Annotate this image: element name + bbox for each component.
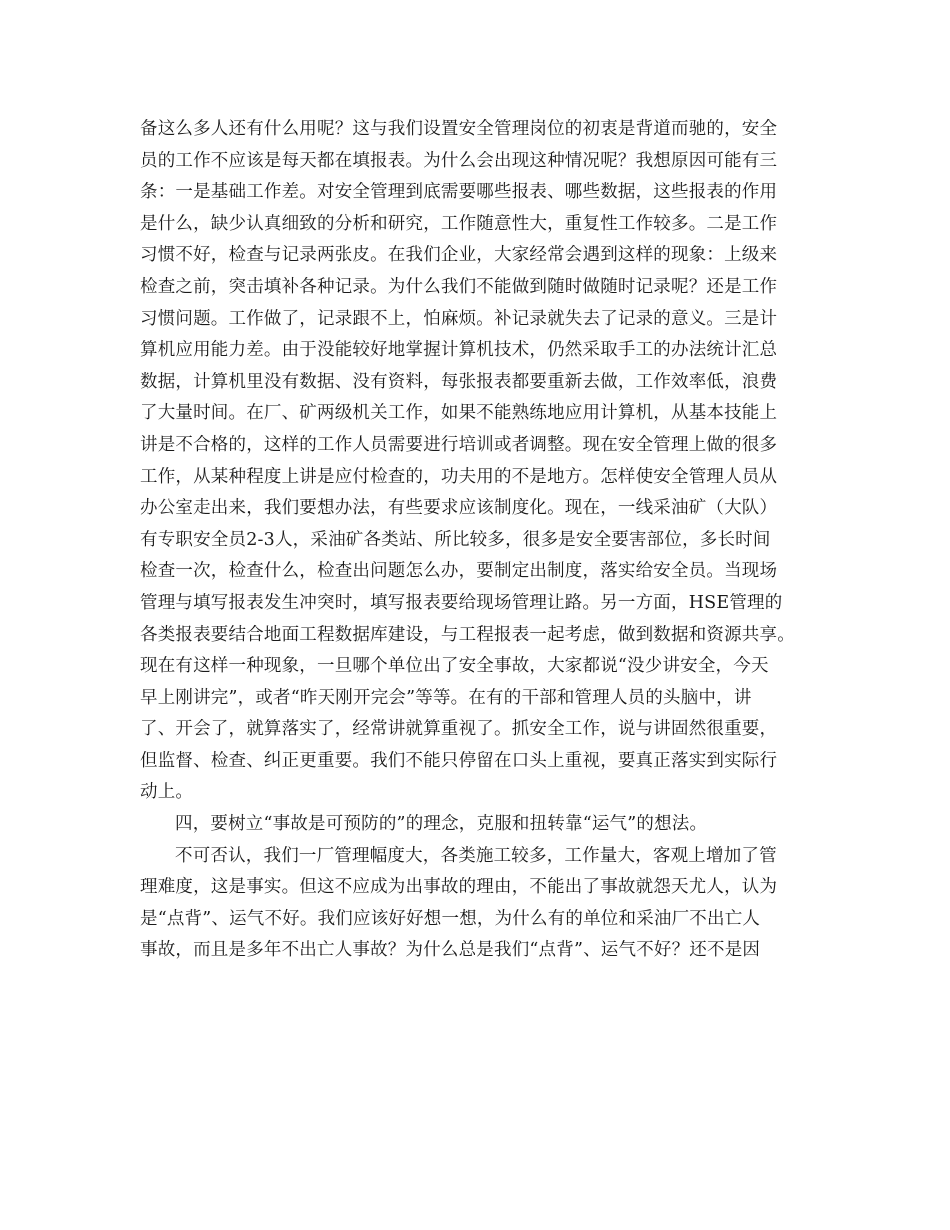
text-line: 了大量时间。在厂、矿两级机关工作，如果不能熟练地应用计算机，从基本技能上	[140, 403, 778, 424]
text-line: 习惯不好，检查与记录两张皮。在我们企业，大家经常会遇到这样的现象：上级来	[140, 245, 778, 266]
text-line: 但监督、检查、纠正更重要。我们不能只停留在口头上重视，要真正落实到实际行	[140, 750, 778, 771]
text-line: 管理与填写报表发生冲突时，填写报表要给现场管理让路。另一方面，HSE管理的	[140, 592, 783, 613]
text-line: 习惯问题。工作做了，记录跟不上，怕麻烦。补记录就失去了记录的意义。三是计	[140, 308, 778, 329]
text-line: 早上刚讲完”，或者“昨天刚开完会”等等。在有的干部和管理人员的头脑中，讲	[140, 687, 752, 708]
text-line: 了、开会了，就算落实了，经常讲就算重视了。抓安全工作，说与讲固然很重要，	[140, 719, 778, 740]
text-line: 理难度，这是事实。但这不应成为出事故的理由，不能出了事故就怨天尤人，认为	[140, 877, 778, 898]
text-line: 数据，计算机里没有数据、没有资料，每张报表都要重新去做，工作效率低，浪费	[140, 371, 778, 392]
text-line: 员的工作不应该是每天都在填报表。为什么会出现这种情况呢？我想原因可能有三	[140, 150, 778, 171]
text-line: 是什么，缺少认真细致的分析和研究，工作随意性大，重复性工作较多。二是工作	[140, 213, 778, 234]
text-line: 事故，而且是多年不出亡人事故？为什么总是我们“点背”、运气不好？还不是因	[140, 940, 761, 961]
text-line: 检查之前，突击填补各种记录。为什么我们不能做到随时做随时记录呢？还是工作	[140, 276, 778, 297]
section-heading: 四，要树立“事故是可预防的”的理念，克服和扭转靠“运气”的想法。	[175, 814, 708, 835]
text-line: 现在有这样一种现象，一旦哪个单位出了安全事故，大家都说“没少讲安全，今天	[140, 656, 769, 677]
text-line: 备这么多人还有什么用呢？这与我们设置安全管理岗位的初衷是背道而驰的，安全	[140, 119, 778, 139]
text-line: 有专职安全员2-3人，采油矿各类站、所比较多，很多是安全要害部位，多长时间	[140, 529, 771, 550]
text-line: 办公室走出来，我们要想办法，有些要求应该制度化。现在，一线采油矿（大队）	[140, 498, 778, 519]
text-line: 算机应用能力差。由于没能较好地掌握计算机技术，仍然采取手工的办法统计汇总	[140, 340, 778, 361]
text-line: 条：一是基础工作差。对安全管理到底需要哪些报表、哪些数据，这些报表的作用	[140, 182, 778, 203]
text-line: 是“点背”、运气不好。我们应该好好想一想，为什么有的单位和采油厂不出亡人	[140, 908, 761, 929]
text-line: 各类报表要结合地面工程数据库建设，与工程报表一起考虑，做到数据和资源共享。	[140, 624, 795, 645]
body-text	[140, 114, 830, 967]
text-line: 检查一次，检查什么，检查出问题怎么办，要制定出制度，落实给安全员。当现场	[140, 561, 778, 582]
text-line: 工作，从某种程度上讲是应付检查的，功夫用的不是地方。怎样使安全管理人员从	[140, 466, 778, 487]
text-line: 讲是不合格的，这样的工作人员需要进行培训或者调整。现在安全管理上做的很多	[140, 434, 778, 455]
text-line: 不可否认，我们一厂管理幅度大，各类施工较多，工作量大，客观上增加了管	[175, 845, 777, 866]
text-line: 动上。	[140, 782, 194, 803]
